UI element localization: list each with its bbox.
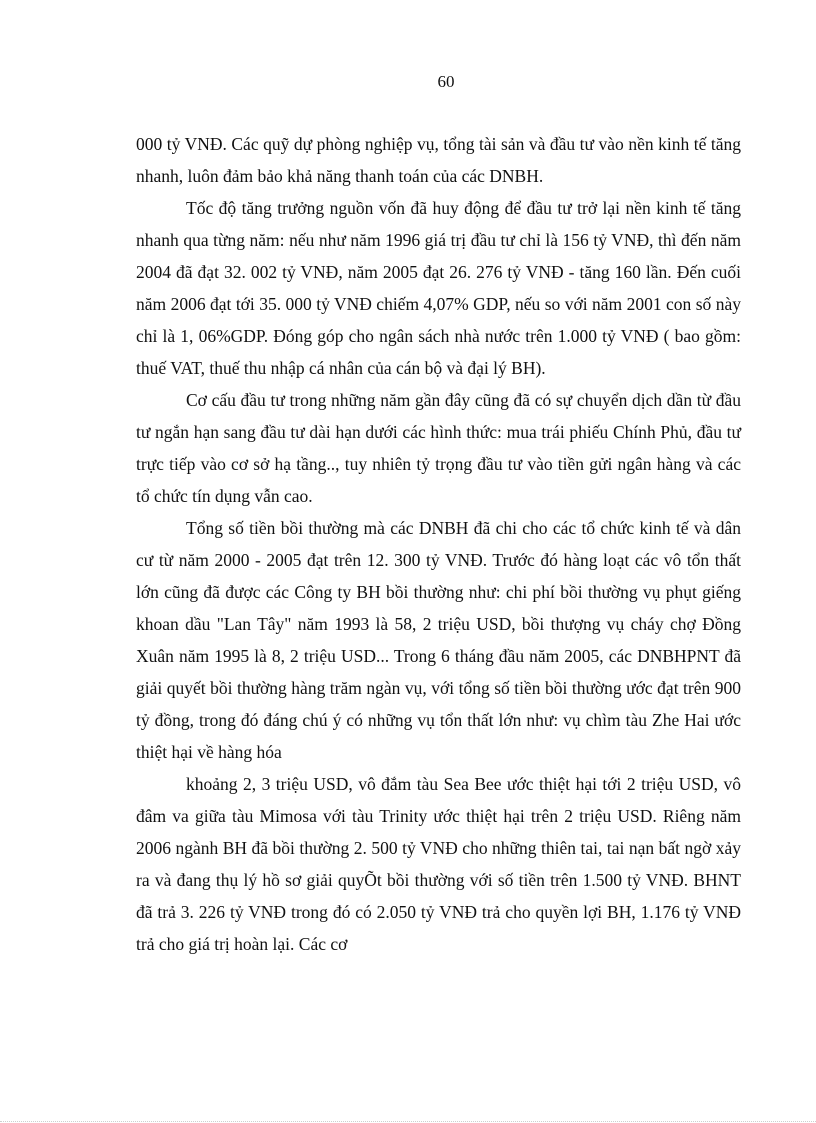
paragraph-4: Tổng số tiền bồi thường mà các DNBH đã chi cho các tổ chức kinh tế và dân cư từ năm 2000 - 2005 đạt trên 12. 300 tỷ VNĐ. Trước đó hàng loạt các vô tổn thất lớn cũng đã được các Công ty BH bồi thường như: chi phí bồi thường vụ phụt giếng khoan dầu "Lan Tây" năm 1993 là 58, 2 triệu USD, bồi thượng vụ cháy chợ Đồng Xuân năm 1995 là 8, 2 triệu USD... Trong 6 tháng đầu năm 2005, các DNBHPNT đã giải quyết bồi thường hàng trăm ngàn vụ, với tổng số tiền bồi thường ước đạt trên 900 tỷ đồng, trong đó đáng chú ý có những vụ tổn thất lớn như: vụ chìm tàu Zhe Hai ước thiệt hại về hàng hóa xyxy=(136,518,741,762)
paragraph-3: Cơ cấu đầu tư trong những năm gần đây cũng đã có sự chuyển dịch dần từ đầu tư ngắn hạn sang đầu tư dài hạn dưới các hình thức: mua trái phiếu Chính Phủ, đầu tư trực tiếp vào cơ sở hạ tầng.., tuy nhiên tỷ trọng đầu tư vào tiền gửi ngân hàng và các tổ chức tín dụng vẫn cao. xyxy=(136,390,741,506)
paragraph-1: 000 tỷ VNĐ. Các quỹ dự phòng nghiệp vụ, tổng tài sản và đầu tư vào nền kinh tế tăng nhanh, luôn đảm bảo khả năng thanh toán của các DNBH. xyxy=(136,134,741,186)
document-body xyxy=(136,128,741,960)
paragraph-2: Tốc độ tăng trưởng nguồn vốn đã huy động để đầu tư trở lại nền kinh tế tăng nhanh qua từng năm: nếu như năm 1996 giá trị đầu tư chỉ là 156 tỷ VNĐ, thì đến năm 2004 đã đạt 32. 002 tỷ VNĐ, năm 2005 đạt 26. 276 tỷ VNĐ - tăng 160 lần. Đến cuối năm 2006 đạt tới 35. 000 tỷ VNĐ chiếm 4,07% GDP, nếu so với năm 2001 con số này chỉ là 1, 06%GDP. Đóng góp cho ngân sách nhà nước trên 1.000 tỷ VNĐ ( bao gồm: thuế VAT, thuế thu nhập cá nhân của cán bộ và đại lý BH). xyxy=(136,198,741,378)
page-number: 60 xyxy=(437,72,455,91)
paragraph-5: khoảng 2, 3 triệu USD, vô đắm tàu Sea Bee ước thiệt hại tới 2 triệu USD, vô đâm va giữa tàu Mimosa với tàu Trinity ước thiệt hại trên 2 triệu USD. Riêng năm 2006 ngành BH đã bồi thường 2. 500 tỷ VNĐ cho những thiên tai, tai nạn bất ngờ xảy ra và đang thụ lý hồ sơ giải quyÕt bồi thường với số tiền trên 1.500 tỷ VNĐ. BHNT đã trả 3. 226 tỷ VNĐ trong đó có 2.050 tỷ VNĐ trả cho quyền lợi BH, 1.176 tỷ VNĐ trả cho giá trị hoàn lại. Các cơ xyxy=(136,774,741,954)
page-bottom-divider xyxy=(0,1121,816,1122)
